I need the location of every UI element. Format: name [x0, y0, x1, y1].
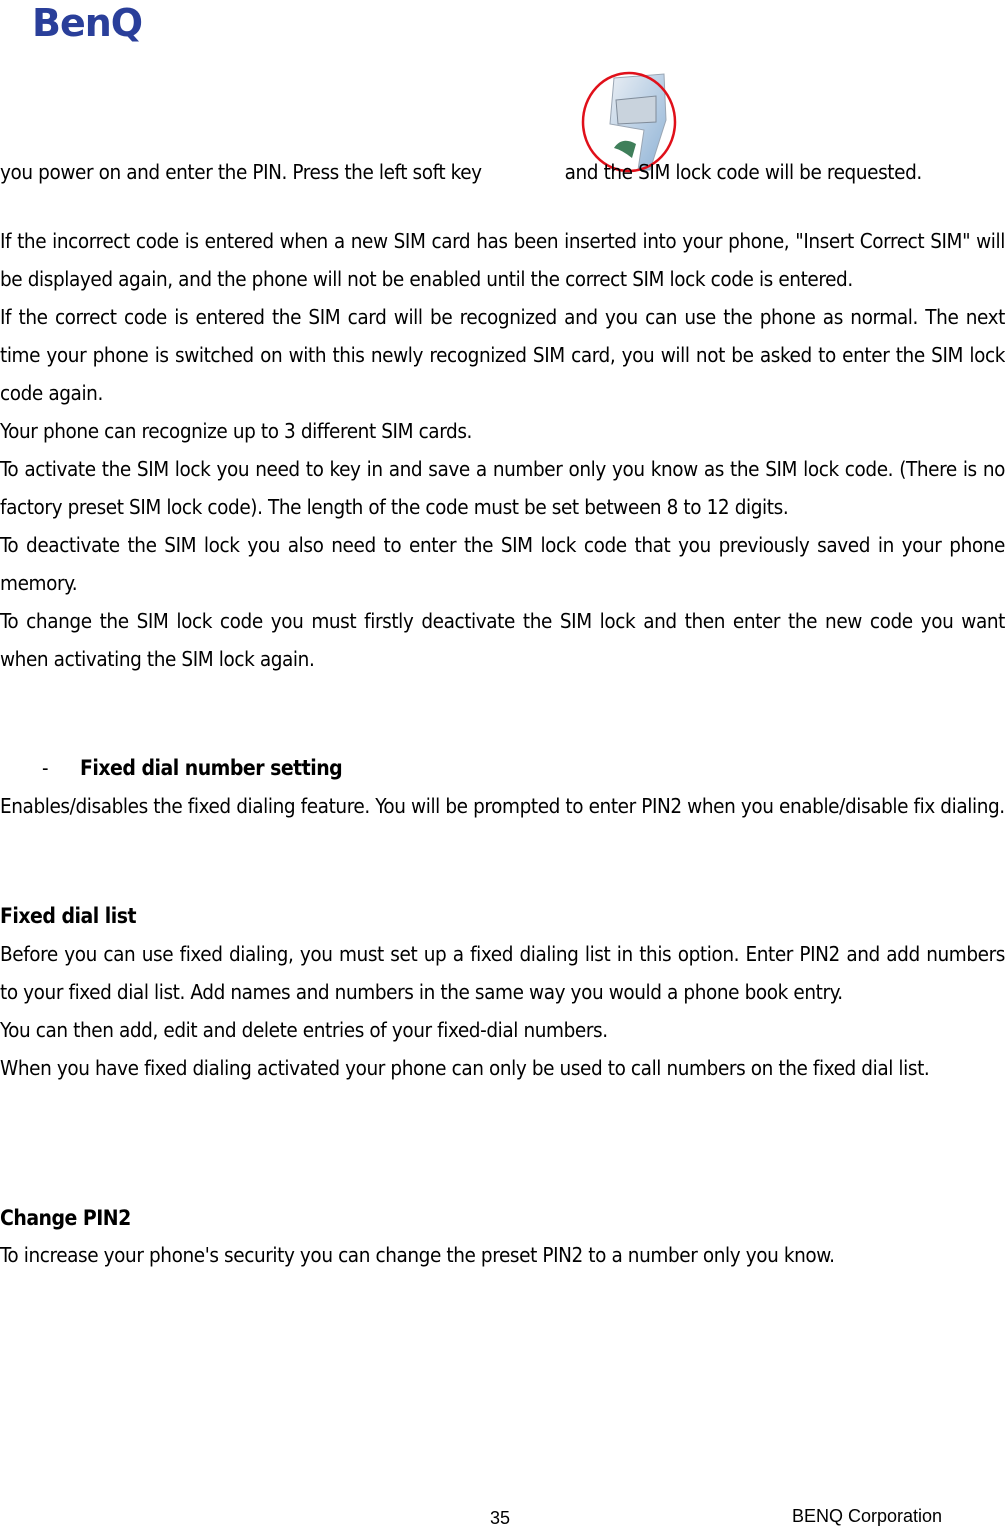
logo-text: BenQ — [32, 1, 143, 45]
fixed-dial-list-section — [0, 935, 1005, 1087]
change-pin2-heading: Change PIN2 — [0, 1206, 131, 1230]
benq-logo — [28, 0, 188, 48]
page-number: 35 — [490, 1508, 511, 1528]
fixed-dial-list-heading: Fixed dial list — [0, 904, 136, 928]
intro-before-icon: you power on and enter the PIN. Press the left soft key — [0, 160, 482, 184]
paragraph: To deactivate the SIM lock you also need to enter the SIM lock code that you previously saved in your phone memory. — [0, 533, 1005, 595]
paragraph: To increase your phone's security you can change the preset PIN2 to a number only you know. — [0, 1243, 835, 1267]
paragraph: If the correct code is entered the SIM card will be recognized and you can use the phone as normal. The next time your phone is switched on with this newly recognized SIM card, you will not be asked to enter the SIM lock code again. — [0, 305, 1005, 405]
paragraph: To change the SIM lock code you must firstly deactivate the SIM lock and then enter the new code you want when activating the SIM lock again. — [0, 609, 1005, 671]
paragraph: You can then add, edit and delete entries of your fixed-dial numbers. — [0, 1018, 608, 1042]
intro-after-icon: and the SIM lock code will be requested. — [564, 160, 922, 184]
paragraph: When you have fixed dialing activated your phone can only be used to call numbers on the fixed dial list. — [0, 1056, 930, 1080]
paragraph: Your phone can recognize up to 3 different SIM cards. — [0, 419, 473, 443]
sim-lock-section — [0, 222, 1005, 678]
change-pin2-section — [0, 1236, 1005, 1274]
paragraph: To activate the SIM lock you need to key in and save a number only you know as the SIM lock code. (There is no factory preset SIM lock code). The length of the code must be set between 8 to 12 digits. — [0, 457, 1005, 519]
paragraph: Before you can use fixed dialing, you must set up a fixed dialing list in this option. Enter PIN2 and add numbers to your fixed dial list. Add names and numbers in the same way you would a phone book entry. — [0, 942, 1005, 1004]
paragraph: Enables/disables the fixed dialing feature. You will be prompted to enter PIN2 when you enable/disable fix dialing. — [0, 794, 1005, 818]
bullet-dash: - — [42, 756, 49, 780]
company-name: BENQ Corporation — [792, 1506, 943, 1526]
fixed-dial-setting-heading: Fixed dial number setting — [80, 756, 343, 780]
paragraph: If the incorrect code is entered when a new SIM card has been inserted into your phone, "Insert Correct SIM" will be displayed again, and the phone will not be enabled until the correct SIM lock code is entered. — [0, 229, 1005, 291]
intro-paragraph — [0, 158, 1005, 186]
fixed-dial-setting-section — [0, 787, 1005, 825]
